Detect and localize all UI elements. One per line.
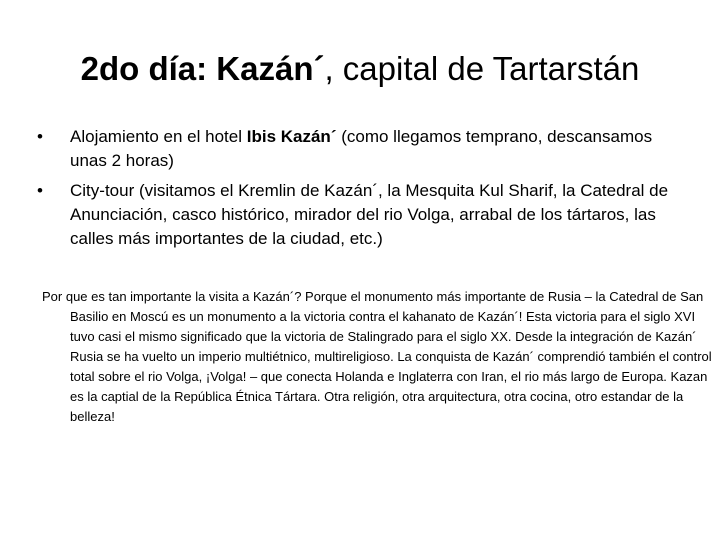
slide-title-rest: , capital de Tartarstán: [324, 50, 640, 87]
bullet-list: [30, 125, 690, 257]
bullet-text-before: Alojamiento en el hotel: [70, 127, 247, 146]
bullet-text-hotel-name: Ibis Kazán´: [246, 127, 337, 146]
bullet-text-city-tour: City-tour (visitamos el Kremlin de Kazán´, la Mesquita Kul Sharif, la Catedral de Anunciación, casco histórico, mirador del rio Volga, arrabal de los tártaros, las calles más importantes de la ciudad, etc.): [70, 181, 669, 248]
bullet-dot: •: [37, 127, 43, 146]
bullet-dot: •: [37, 181, 43, 200]
slide-title-bold: 2do día: Kazán´: [80, 50, 325, 87]
bullet-item-hotel: [30, 125, 690, 173]
slide-title: [0, 47, 720, 91]
bullet-text-after: (como llegamos temprano, descansamos unas 2 horas): [70, 127, 653, 170]
body-paragraph: Por que es tan importante la visita a Kazán´? Porque el monumento más importante de Rusia – la Catedral de San Basilio en Moscú es un monumento a la victoria contra el kahanato de Kazán´! Esta victoria para el siglo XVI tuvo casi el mismo significado que la victoria de Stalingrado para el siglo XX. Desde la integración de Kazán´ Rusia se ha vuelto un imperio multiétnico, multireligioso. La conquista de Kazán´ comprendió también el control total sobre el rio Volga, ¡Volga! – que conecta Holanda e Inglaterra con Iran, el rio más largo de Europa. Kazan es la captial de la República Étnica Tártara. Otra religión, otra arquitectura, otra cocina, otro estandar de la belleza!: [42, 289, 712, 424]
bullet-item-city-tour: [30, 179, 690, 251]
